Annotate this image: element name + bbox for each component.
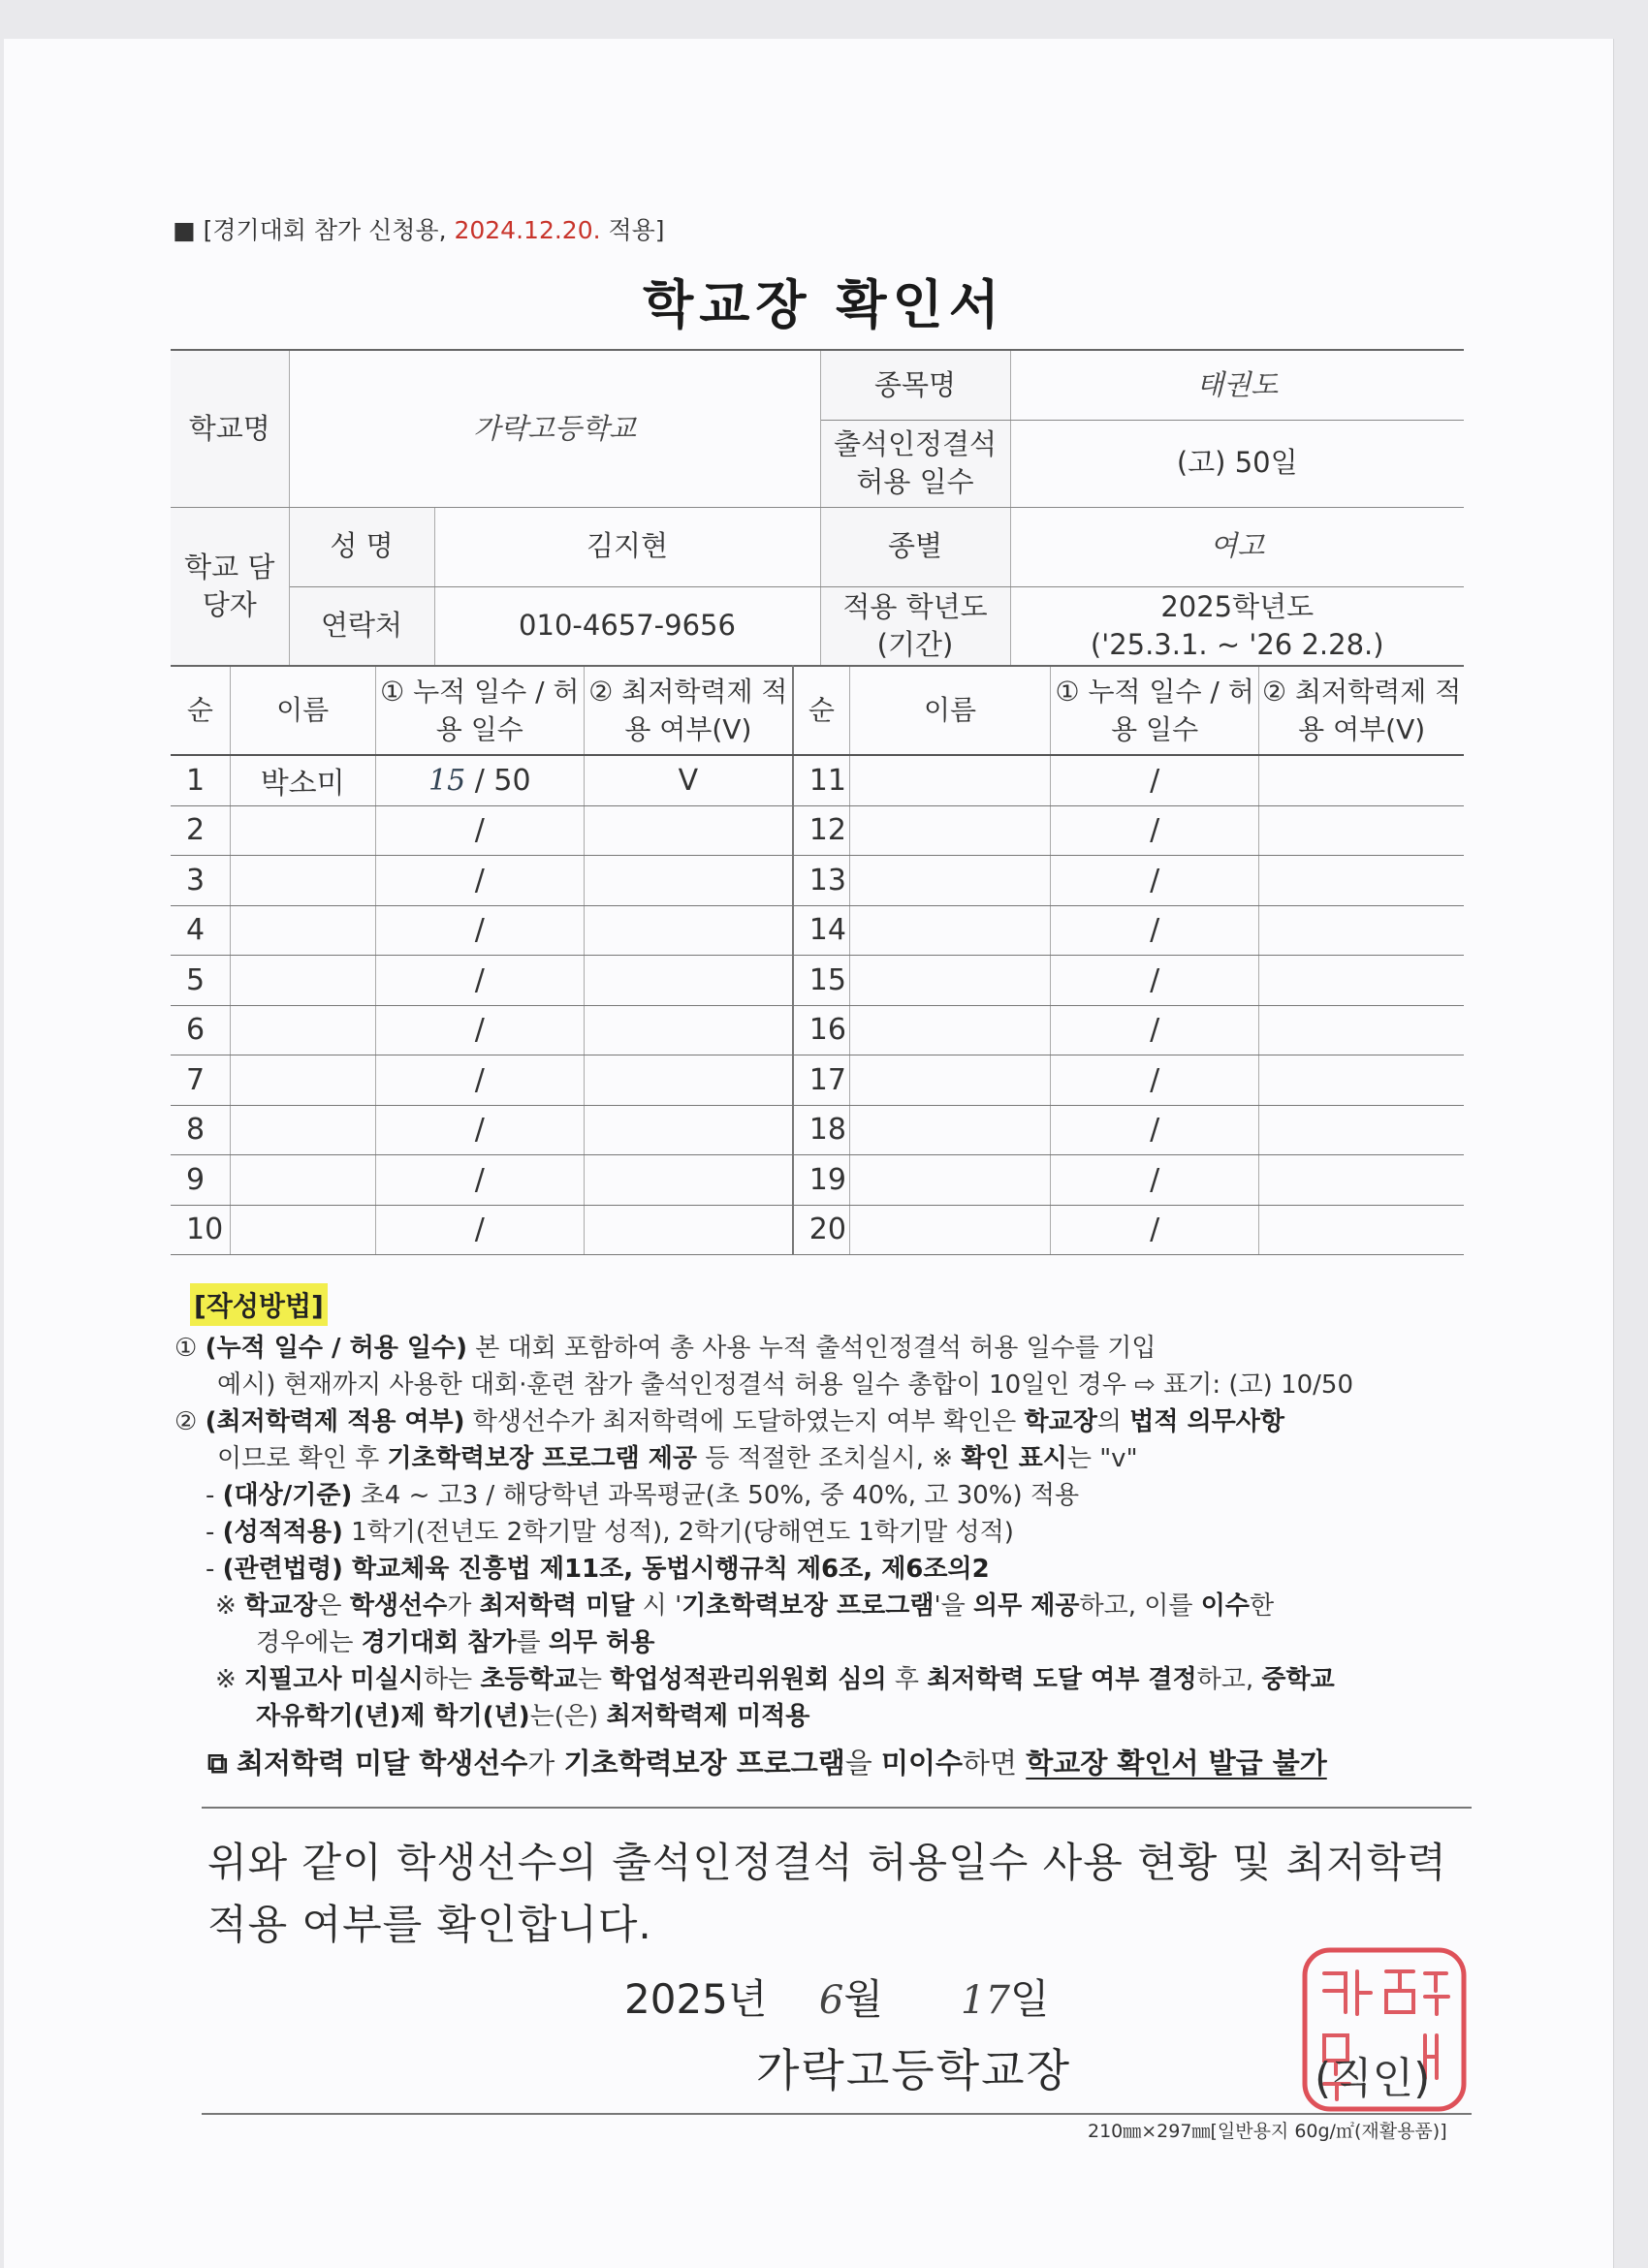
row-min-check bbox=[1259, 905, 1464, 956]
row-student-name bbox=[850, 1055, 1051, 1106]
year-cell bbox=[1010, 586, 1464, 666]
days-slash: / bbox=[474, 1013, 485, 1048]
allowance-label: 출석인정결석 허용 일수 bbox=[820, 420, 1010, 507]
row-min-check bbox=[1259, 1155, 1464, 1206]
confirmation-statement bbox=[207, 1832, 1468, 1956]
col-min-left: ② 최저학력제 적용 여부(V) bbox=[584, 666, 792, 755]
row-days bbox=[375, 1105, 584, 1155]
row-student-name bbox=[230, 805, 375, 856]
row-days bbox=[375, 956, 584, 1006]
row-number: 14 bbox=[793, 905, 850, 956]
row-student-name bbox=[230, 1155, 375, 1206]
instruction-line-9: 경우에는 경기대회 참가를 의무 허용 bbox=[256, 1628, 655, 1657]
row-days: / bbox=[1050, 1005, 1258, 1055]
header-prefix: ■ [경기대회 참가 신청용, bbox=[173, 216, 455, 244]
row-days bbox=[375, 1205, 584, 1255]
days-slash: / bbox=[474, 913, 485, 948]
row-days bbox=[375, 805, 584, 856]
school-label: 학교명 bbox=[171, 350, 289, 507]
date-day: 17 bbox=[961, 1978, 1010, 2023]
header-date: 2024.12.20. bbox=[454, 216, 601, 244]
row-number: 18 bbox=[793, 1105, 850, 1155]
method-title: [작성방법] bbox=[190, 1283, 328, 1326]
row-days bbox=[375, 1155, 584, 1206]
days-slash: / bbox=[474, 1213, 485, 1247]
event-value: 태권도 bbox=[1010, 350, 1464, 420]
row-min-check bbox=[584, 1105, 792, 1155]
row-number: 20 bbox=[793, 1205, 850, 1255]
row-student-name bbox=[230, 1205, 375, 1255]
row-student-name bbox=[850, 1005, 1051, 1055]
year-value: 2025학년도 bbox=[1160, 589, 1315, 623]
col-no-right: 순 bbox=[793, 666, 850, 755]
row-min-check bbox=[584, 1205, 792, 1255]
row-days: / bbox=[1050, 1155, 1258, 1206]
row-min-check bbox=[584, 1005, 792, 1055]
year-period: ('25.3.1. ~ '26 2.28.) bbox=[1090, 628, 1384, 661]
row-days: / bbox=[1050, 1205, 1258, 1255]
row-min-check bbox=[584, 905, 792, 956]
col-days-left: ① 누적 일수 / 허용 일수 bbox=[375, 666, 584, 755]
row-min-check: V bbox=[584, 755, 792, 805]
divider-bottom bbox=[202, 2113, 1472, 2115]
date-day-unit: 일 bbox=[1009, 1975, 1050, 2023]
row-student-name bbox=[230, 905, 375, 956]
divider-top bbox=[202, 1807, 1472, 1809]
row-number: 9 bbox=[171, 1155, 230, 1206]
issue-date bbox=[624, 1968, 1050, 2026]
contact-label: 연락처 bbox=[289, 586, 434, 666]
row-number: 7 bbox=[171, 1055, 230, 1106]
row-days bbox=[375, 755, 584, 805]
row-number: 11 bbox=[793, 755, 850, 805]
days-slash: / bbox=[474, 763, 485, 798]
contact-value: 010-4657-9656 bbox=[434, 586, 820, 666]
table-row bbox=[171, 1205, 1464, 1255]
days-slash: / bbox=[474, 863, 485, 898]
statement-line-1: 위와 같이 학생선수의 출석인정결석 허용일수 사용 현황 및 최저학력 bbox=[207, 1839, 1447, 1886]
instruction-line-5: - (대상/기준) 초4 ~ 고3 / 해당학년 과목평균(초 50%, 중 40%, 고 30%) 적용 bbox=[206, 1481, 1080, 1510]
col-no-left: 순 bbox=[171, 666, 230, 755]
row-student-name bbox=[850, 1205, 1051, 1255]
days-used: 15 bbox=[428, 763, 466, 798]
days-slash: / bbox=[474, 1113, 485, 1148]
school-value: 가락고등학교 bbox=[289, 350, 820, 507]
days-allowed: 50 bbox=[493, 763, 531, 798]
row-number: 8 bbox=[171, 1105, 230, 1155]
days-slash: / bbox=[474, 813, 485, 848]
row-student-name bbox=[850, 856, 1051, 906]
days-slash: / bbox=[474, 1062, 485, 1097]
table-row bbox=[171, 956, 1464, 1006]
row-number: 6 bbox=[171, 1005, 230, 1055]
row-days: / bbox=[1050, 905, 1258, 956]
row-days: / bbox=[1050, 755, 1258, 805]
row-min-check bbox=[584, 956, 792, 1006]
row-min-check bbox=[1259, 755, 1464, 805]
row-min-check bbox=[584, 1055, 792, 1106]
row-student-name bbox=[850, 1105, 1051, 1155]
arrow-box-icon: ⧉ bbox=[207, 1747, 228, 1780]
row-number: 1 bbox=[171, 755, 230, 805]
date-month-unit: 월 bbox=[843, 1975, 883, 2023]
row-days: / bbox=[1050, 1055, 1258, 1106]
category-value: 여고 bbox=[1010, 507, 1464, 586]
table-row bbox=[171, 905, 1464, 956]
row-number: 16 bbox=[793, 1005, 850, 1055]
table-row bbox=[171, 1055, 1464, 1106]
instruction-line-7: - (관련법령) 학교체육 진흥법 제11조, 동법시행규칙 제6조, 제6조의2 bbox=[206, 1555, 990, 1584]
instruction-line-11: 자유학기(년)제 학기(년)는(은) 최저학력제 미적용 bbox=[256, 1702, 810, 1731]
row-number: 17 bbox=[793, 1055, 850, 1106]
year-label: 적용 학년도 (기간) bbox=[820, 586, 1010, 666]
row-days bbox=[375, 905, 584, 956]
row-min-check bbox=[584, 856, 792, 906]
row-number: 5 bbox=[171, 956, 230, 1006]
row-min-check bbox=[584, 805, 792, 856]
row-student-name bbox=[850, 905, 1051, 956]
header-suffix: 적용] bbox=[600, 216, 665, 244]
seal-label: (직인) bbox=[1315, 2054, 1431, 2103]
col-days-right: ① 누적 일수 / 허용 일수 bbox=[1050, 666, 1258, 755]
row-student-name bbox=[230, 1105, 375, 1155]
days-slash: / bbox=[474, 962, 485, 997]
row-student-name bbox=[230, 956, 375, 1006]
school-info-table bbox=[171, 349, 1464, 667]
date-month: 6 bbox=[818, 1978, 844, 2023]
table-row bbox=[171, 805, 1464, 856]
row-student-name bbox=[230, 856, 375, 906]
col-name-left: 이름 bbox=[230, 666, 375, 755]
name-value: 김지현 bbox=[434, 507, 820, 586]
row-days bbox=[375, 856, 584, 906]
principal-title: 가락고등학교장 bbox=[756, 2044, 1072, 2096]
table-row bbox=[171, 856, 1464, 906]
table-row bbox=[171, 1155, 1464, 1206]
row-min-check bbox=[1259, 1055, 1464, 1106]
row-min-check bbox=[1259, 1105, 1464, 1155]
row-min-check bbox=[1259, 856, 1464, 906]
row-student-name bbox=[850, 755, 1051, 805]
instruction-line-8: ※ 학교장은 학생선수가 최저학력 미달 시 '기초학력보장 프로그램'을 의무 제공하고, 이를 이수한 bbox=[215, 1591, 1275, 1621]
instruction-line-3: ② (최저학력제 적용 여부) 학생선수가 최저학력에 도달하였는지 여부 확인은 학교장의 법적 의무사항 bbox=[174, 1407, 1285, 1436]
row-student-name bbox=[230, 1055, 375, 1106]
col-name-right: 이름 bbox=[850, 666, 1051, 755]
row-number: 4 bbox=[171, 905, 230, 956]
row-min-check bbox=[584, 1155, 792, 1206]
row-days: / bbox=[1050, 956, 1258, 1006]
row-min-check bbox=[1259, 1205, 1464, 1255]
instruction-line-4: 이므로 확인 후 기초학력보장 프로그램 제공 등 적절한 조치실시, ※ 확인 표시는 "v" bbox=[217, 1444, 1138, 1473]
staff-label: 학교 담당자 bbox=[171, 507, 289, 666]
row-number: 13 bbox=[793, 856, 850, 906]
instruction-final-note: ⧉ 최저학력 미달 학생선수가 기초학력보장 프로그램을 미이수하면 학교장 확인서 발급 불가 bbox=[207, 1747, 1327, 1780]
col-min-right: ② 최저학력제 적용 여부(V) bbox=[1259, 666, 1464, 755]
row-number: 2 bbox=[171, 805, 230, 856]
list-header-row bbox=[171, 666, 1464, 755]
statement-line-2: 적용 여부를 확인합니다. bbox=[207, 1901, 652, 1948]
row-student-name bbox=[230, 1005, 375, 1055]
row-min-check bbox=[1259, 805, 1464, 856]
row-number: 15 bbox=[793, 956, 850, 1006]
row-student-name: 박소미 bbox=[230, 755, 375, 805]
row-number: 10 bbox=[171, 1205, 230, 1255]
row-number: 19 bbox=[793, 1155, 850, 1206]
row-min-check bbox=[1259, 1005, 1464, 1055]
instruction-line-10: ※ 지필고사 미실시하는 초등학교는 학업성적관리위원회 심의 후 최저학력 도달 여부 결정하고, 중학교 bbox=[215, 1665, 1335, 1694]
student-list-table bbox=[171, 665, 1464, 1255]
form-header bbox=[173, 211, 665, 246]
row-days: / bbox=[1050, 805, 1258, 856]
row-days bbox=[375, 1005, 584, 1055]
paper-spec-note: 210㎜×297㎜[일반용지 60g/㎡(재활용품)] bbox=[1088, 2121, 1447, 2142]
category-label: 종별 bbox=[820, 507, 1010, 586]
row-days: / bbox=[1050, 856, 1258, 906]
name-label: 성 명 bbox=[289, 507, 434, 586]
row-days: / bbox=[1050, 1105, 1258, 1155]
days-slash: / bbox=[474, 1162, 485, 1197]
row-number: 12 bbox=[793, 805, 850, 856]
row-number: 3 bbox=[171, 856, 230, 906]
row-student-name bbox=[850, 956, 1051, 1006]
table-row bbox=[171, 1005, 1464, 1055]
date-year: 2025년 bbox=[624, 1975, 768, 2023]
row-student-name bbox=[850, 1155, 1051, 1206]
row-min-check bbox=[1259, 956, 1464, 1006]
row-student-name bbox=[850, 805, 1051, 856]
row-days bbox=[375, 1055, 584, 1106]
document-title: 학교장 확인서 bbox=[643, 274, 1005, 335]
writing-instructions bbox=[174, 1330, 1474, 1781]
allowance-value: (고) 50일 bbox=[1010, 420, 1464, 507]
table-row bbox=[171, 1105, 1464, 1155]
table-row bbox=[171, 755, 1464, 805]
event-label: 종목명 bbox=[820, 350, 1010, 420]
instruction-line-6: - (성적적용) 1학기(전년도 2학기말 성적), 2학기(당해연도 1학기말 성적) bbox=[206, 1518, 1014, 1547]
instruction-line-1: ① (누적 일수 / 허용 일수) 본 대회 포함하여 총 사용 누적 출석인정결석 허용 일수를 기입 bbox=[174, 1334, 1157, 1363]
page-edge bbox=[1613, 39, 1614, 2268]
instruction-line-2: 예시) 현재까지 사용한 대회·훈련 참가 출석인정결석 허용 일수 총합이 10일인 경우 ⇨ 표기: (고) 10/50 bbox=[217, 1370, 1354, 1400]
